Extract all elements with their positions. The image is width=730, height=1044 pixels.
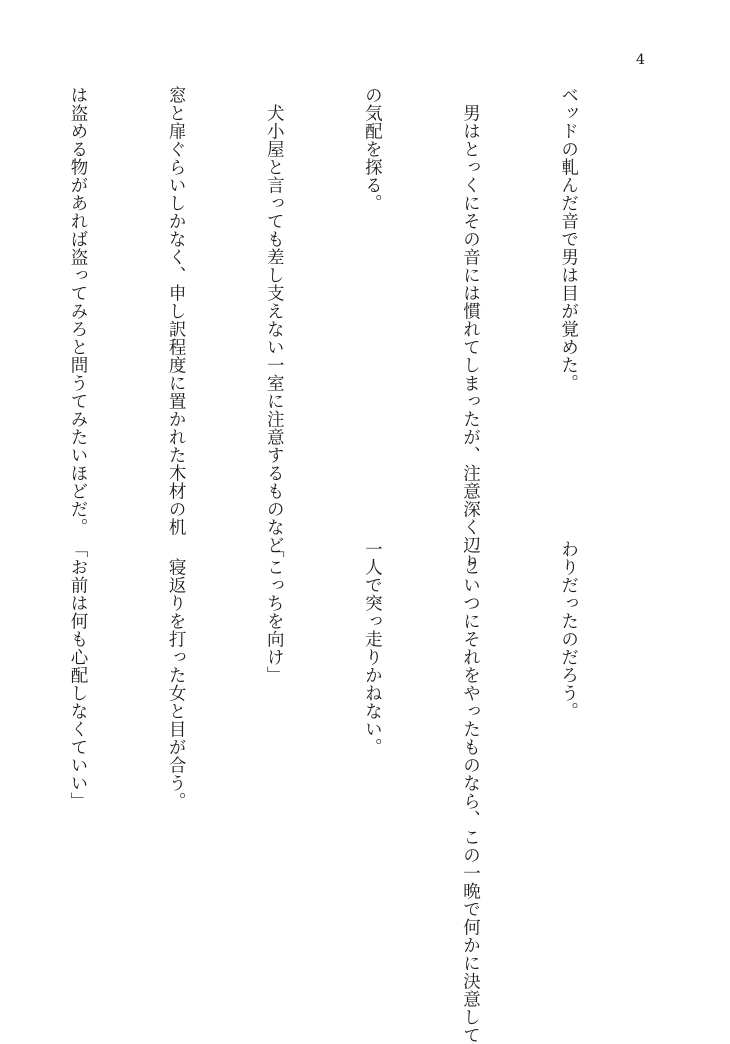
upper-text-block bbox=[0, 86, 650, 572]
text-line: 「お前は何も心配しなくていい」 bbox=[68, 540, 89, 810]
text-line: わりだったのだろう。 bbox=[558, 540, 579, 720]
lower-text-block bbox=[0, 540, 650, 1044]
text-line: 寝返りを打った女と目が合う。 bbox=[166, 540, 187, 810]
text-line: 男はとっくにその音には慣れてしまったが、注意深く辺り bbox=[460, 86, 481, 572]
page-number: 4 bbox=[636, 52, 645, 68]
text-line: ベッドの軋んだ音で男は目が覚めた。 bbox=[558, 86, 579, 392]
text-line: は盗める物があれば盗ってみろと問うてみたいほどだ。 bbox=[68, 86, 89, 536]
text-line: の気配を探る。 bbox=[362, 86, 383, 212]
text-line: 窓と扉ぐらいしかなく、申し訳程度に置かれた木材の机 bbox=[166, 86, 187, 536]
text-line: 一人で突っ走りかねない。 bbox=[362, 540, 383, 756]
text-line: こいつにそれをやったものなら、この一晩で何かに決意して bbox=[460, 540, 481, 1044]
text-line: 犬小屋と言っても差し支えない一室に注意するものなど bbox=[264, 86, 285, 554]
text-line: 「こっちを向け」 bbox=[264, 540, 285, 684]
